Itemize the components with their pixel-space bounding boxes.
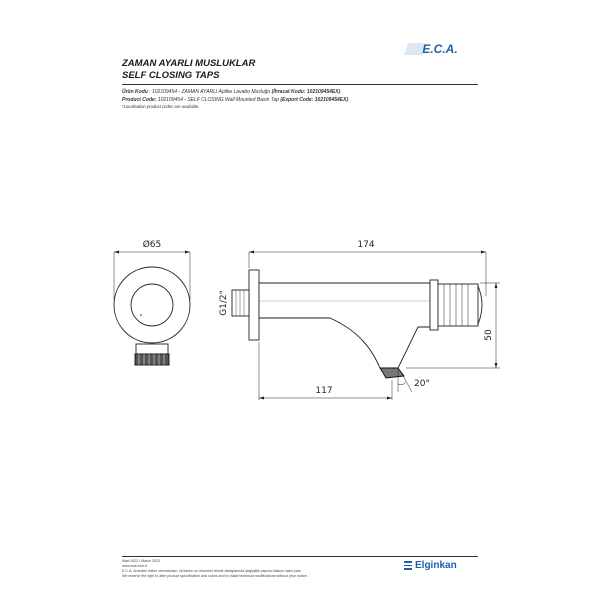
dim-thread: G1/2": [219, 290, 229, 316]
footer-date: Mart 2022 / March 2022: [122, 559, 161, 563]
footer-rule: [122, 556, 478, 557]
footer-note-en: We reserve the right to alter product specification and colors and to make technical modifications without prior notice.: [122, 574, 308, 578]
dim-diameter: Ø65: [142, 240, 162, 250]
dim-angle: 20°: [414, 379, 430, 389]
footer-note-tr: E.C.A. önceden haber vermeksizin, ürünlerin ve ürünlerin teknik detaylarında değişiklik yapma hakkını saklı tutar.: [122, 569, 302, 573]
product-code-en-label: Product Code:: [122, 97, 157, 103]
eca-logo-text: E.C.A.: [422, 42, 458, 56]
dim-height: 50: [484, 329, 494, 341]
elginkan-brand: [404, 560, 457, 571]
product-code-tr-text: : 102109454 - ZAMAN AYARLI Aplike Lavabo Musluğu: [149, 89, 271, 95]
title-turkish: ZAMAN AYARLI MUSLUKLAR: [122, 58, 256, 69]
front-view: [114, 251, 190, 366]
elginkan-name: Elginkan: [415, 560, 457, 571]
title-english: SELF CLOSING TAPS: [122, 70, 220, 81]
product-code-tr-label: Ürün Kodu: [122, 89, 148, 95]
footer-web: www.eca.com.tr: [122, 564, 148, 568]
dim-reach: 117: [315, 386, 333, 396]
product-code-en-text: 102109454 - SELF CLOSING Wall Mounted Basin Tap: [157, 97, 279, 103]
side-view: [232, 270, 482, 378]
elginkan-logo-icon: [404, 561, 412, 570]
localisation-note: *Localisation product codes are available.: [122, 104, 200, 109]
export-code-tr: (İhracat Kodu: 102109454EX): [271, 89, 341, 95]
export-code-en: (Export Code: 102109454EX): [280, 97, 349, 103]
dim-length: 174: [357, 240, 375, 250]
